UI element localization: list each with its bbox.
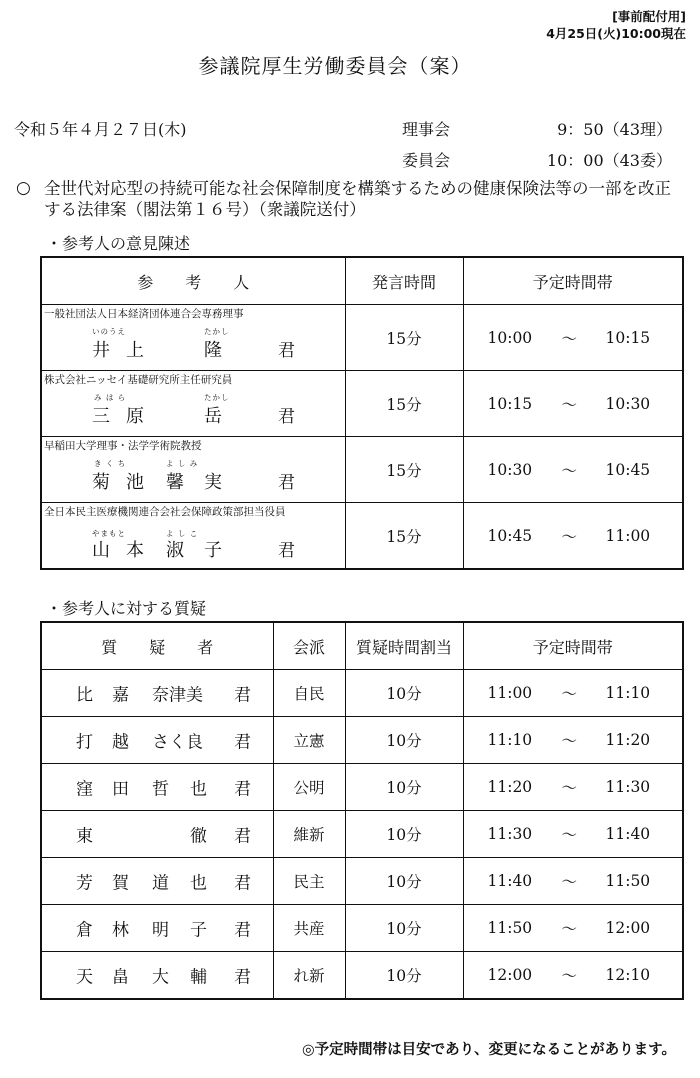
questioner-timeslot [463,717,683,764]
witness-duration: 15分 [345,371,463,437]
table-row [41,905,683,952]
witness-timeslot [463,437,683,503]
witness-cell [41,305,345,371]
allocation-time: 10分 [345,858,463,905]
allocation-time: 10分 [345,905,463,952]
questioner-timeslot [463,952,683,1000]
header-timeslot: 予定時間帯 [463,622,683,670]
witness-cell [41,437,345,503]
meeting-date: 令和５年４月２７日(木) [14,120,187,139]
party-name: 自民 [273,670,345,717]
slot-sep: ～ [561,779,578,797]
questioner-name [41,905,273,952]
witness-section-title: ・参考人の意見陳述 [46,234,191,253]
questioner-name [41,811,273,858]
slot-sep: ～ [561,920,578,938]
slot-sep: ～ [561,732,578,750]
slot-end: 10:30 [605,394,651,413]
name-part: 也 [190,873,207,894]
page-title: 参議院厚生労働委員会（案） [198,54,472,78]
witness-name-part: 山 [92,540,110,561]
header-timeslot: 予定時間帯 [463,257,683,305]
name-part: 畠 [112,967,129,988]
allocation-time: 10分 [345,764,463,811]
slot-sep: ～ [561,527,578,546]
honorific: 君 [278,407,295,427]
name-part: 奈津美 [152,685,203,706]
party-name: れ新 [273,952,345,1000]
schedule-row-board [402,117,672,139]
slot-sep: ～ [561,967,578,985]
witness-name-part: 馨 [166,472,184,493]
slot-start: 11:50 [487,919,533,937]
name-part: 打 [76,732,93,753]
party-name: 公明 [273,764,345,811]
slot-sep: ～ [561,873,578,891]
name-part: 越 [112,732,129,753]
table-row [41,503,683,570]
name-ruby: やまもと [92,529,126,538]
name-part: 芳 [76,873,93,894]
questioner-name [41,764,273,811]
schedule-label: 委員会 [402,151,451,170]
name-part: 也 [190,779,207,800]
schedule-row-committee [402,148,672,170]
distribution-notice [546,8,686,42]
honorific: 君 [278,341,295,361]
slot-sep: ～ [561,329,578,348]
party-name: 民主 [273,858,345,905]
name-part: 林 [112,920,129,941]
name-part: 東 [76,826,93,847]
name-ruby: み は ら [94,393,127,402]
party-name: 立憲 [273,717,345,764]
honorific: 君 [234,779,251,800]
witness-header-row [41,257,683,305]
slot-start: 11:10 [487,731,533,749]
questioner-name [41,717,273,764]
slot-start: 10:00 [487,328,533,347]
allocation-time: 10分 [345,717,463,764]
honorific: 君 [278,473,295,493]
witness-name-part: 池 [126,472,144,493]
slot-end: 11:10 [605,684,651,702]
questioner-timeslot [463,764,683,811]
questioner-timeslot [463,811,683,858]
header-witness: 参 考 人 [41,257,345,305]
schedule-time: 10：00（43委） [546,151,672,170]
schedule-time: 9：50（43理） [557,120,672,139]
slot-start: 11:00 [487,684,533,702]
questioner-table [40,621,684,1000]
slot-start: 11:30 [487,825,533,843]
name-part: 道 [152,873,169,894]
header-duration: 発言時間 [345,257,463,305]
witness-table [40,256,684,570]
witness-name-part: 実 [204,472,222,493]
witness-duration: 15分 [345,437,463,503]
witness-name-part: 淑 [166,540,184,561]
name-ruby: たかし [204,393,230,402]
witness-org: 全日本民主医療機関連合会社会保障政策部担当役員 [44,506,286,518]
footer-note: ◎予定時間帯は目安であり、変更になることがあります。 [302,1042,676,1058]
notice-tag: [事前配付用] [612,9,686,24]
questioner-timeslot [463,858,683,905]
witness-name-part: 原 [126,406,144,427]
table-row [41,952,683,1000]
questioner-name [41,952,273,1000]
slot-start: 11:40 [487,872,533,890]
bill-title: 全世代対応型の持続可能な社会保障制度を構築するための健康保険法等の一部を改正する法律案（閣法第１６号）（衆議院送付） [44,179,671,219]
questioner-name [41,670,273,717]
name-part: 明 [152,920,169,941]
slot-sep: ～ [561,685,578,703]
table-row [41,305,683,371]
slot-end: 11:40 [605,825,651,843]
header-party: 会派 [273,622,345,670]
slot-start: 10:15 [487,394,533,413]
honorific: 君 [234,685,251,706]
name-part: 賀 [112,873,129,894]
allocation-time: 10分 [345,670,463,717]
witness-org: 株式会社ニッセイ基礎研究所主任研究員 [44,374,233,386]
witness-org: 早稲田大学理事・法学学術院教授 [44,440,202,452]
questioner-name [41,858,273,905]
name-ruby: よ し こ [166,529,199,538]
questioner-timeslot [463,670,683,717]
questioner-timeslot [463,905,683,952]
bill-mark: ○ [16,178,31,198]
slot-end: 11:00 [605,526,651,545]
witness-name-part: 三 [92,406,110,427]
witness-cell [41,371,345,437]
honorific: 君 [234,732,251,753]
witness-name-part: 岳 [204,406,222,427]
witness-timeslot [463,305,683,371]
table-row [41,371,683,437]
table-row [41,717,683,764]
name-part: 嘉 [112,685,129,706]
notice-asof: 4月25日(火)10:00現在 [546,26,686,41]
party-name: 維新 [273,811,345,858]
slot-end: 10:45 [605,460,651,479]
slot-end: 12:10 [605,966,651,984]
name-part: さく良 [152,732,203,753]
slot-start: 12:00 [487,966,533,984]
name-ruby: いのうえ [92,327,126,336]
name-part: 輔 [190,967,207,988]
schedule-label: 理事会 [402,120,451,139]
witness-timeslot [463,371,683,437]
name-part: 子 [190,920,207,941]
table-row [41,437,683,503]
allocation-time: 10分 [345,811,463,858]
name-part: 天 [76,967,93,988]
slot-sep: ～ [561,826,578,844]
question-section-title: ・参考人に対する質疑 [46,599,207,618]
witness-name-part: 子 [204,540,222,561]
slot-start: 10:45 [487,526,533,545]
slot-end: 11:50 [605,872,651,890]
name-part: 倉 [76,920,93,941]
table-row [41,858,683,905]
table-row [41,764,683,811]
slot-end: 11:30 [605,778,651,796]
name-ruby: き く ち [94,459,127,468]
witness-name-part: 上 [126,340,144,361]
name-part: 田 [112,779,129,800]
name-part: 比 [76,685,93,706]
witness-name-part: 隆 [204,340,222,361]
honorific: 君 [234,920,251,941]
name-ruby: よ し み [166,459,199,468]
slot-sep: ～ [561,395,578,414]
witness-timeslot [463,503,683,570]
slot-end: 11:20 [605,731,651,749]
slot-start: 10:30 [487,460,533,479]
witness-org: 一般社団法人日本経済団体連合会専務理事 [44,308,244,320]
witness-name-part: 本 [126,540,144,561]
witness-name-part: 菊 [92,472,110,493]
party-name: 共産 [273,905,345,952]
header-allocation: 質疑時間割当 [345,622,463,670]
witness-duration: 15分 [345,503,463,570]
allocation-time: 10分 [345,952,463,1000]
witness-cell [41,503,345,570]
name-part: 窪 [76,779,93,800]
slot-end: 10:15 [605,328,651,347]
header-questioner: 質 疑 者 [41,622,273,670]
questioner-header-row [41,622,683,670]
table-row [41,670,683,717]
name-part: 哲 [152,779,169,800]
honorific: 君 [234,826,251,847]
name-part: 徹 [190,826,207,847]
slot-start: 11:20 [487,778,533,796]
slot-sep: ～ [561,461,578,480]
name-ruby: たかし [204,327,230,336]
table-row [41,811,683,858]
name-part: 大 [152,967,169,988]
witness-name-part: 井 [92,340,110,361]
honorific: 君 [234,967,251,988]
slot-end: 12:00 [605,919,651,937]
witness-duration: 15分 [345,305,463,371]
honorific: 君 [278,541,295,561]
honorific: 君 [234,873,251,894]
